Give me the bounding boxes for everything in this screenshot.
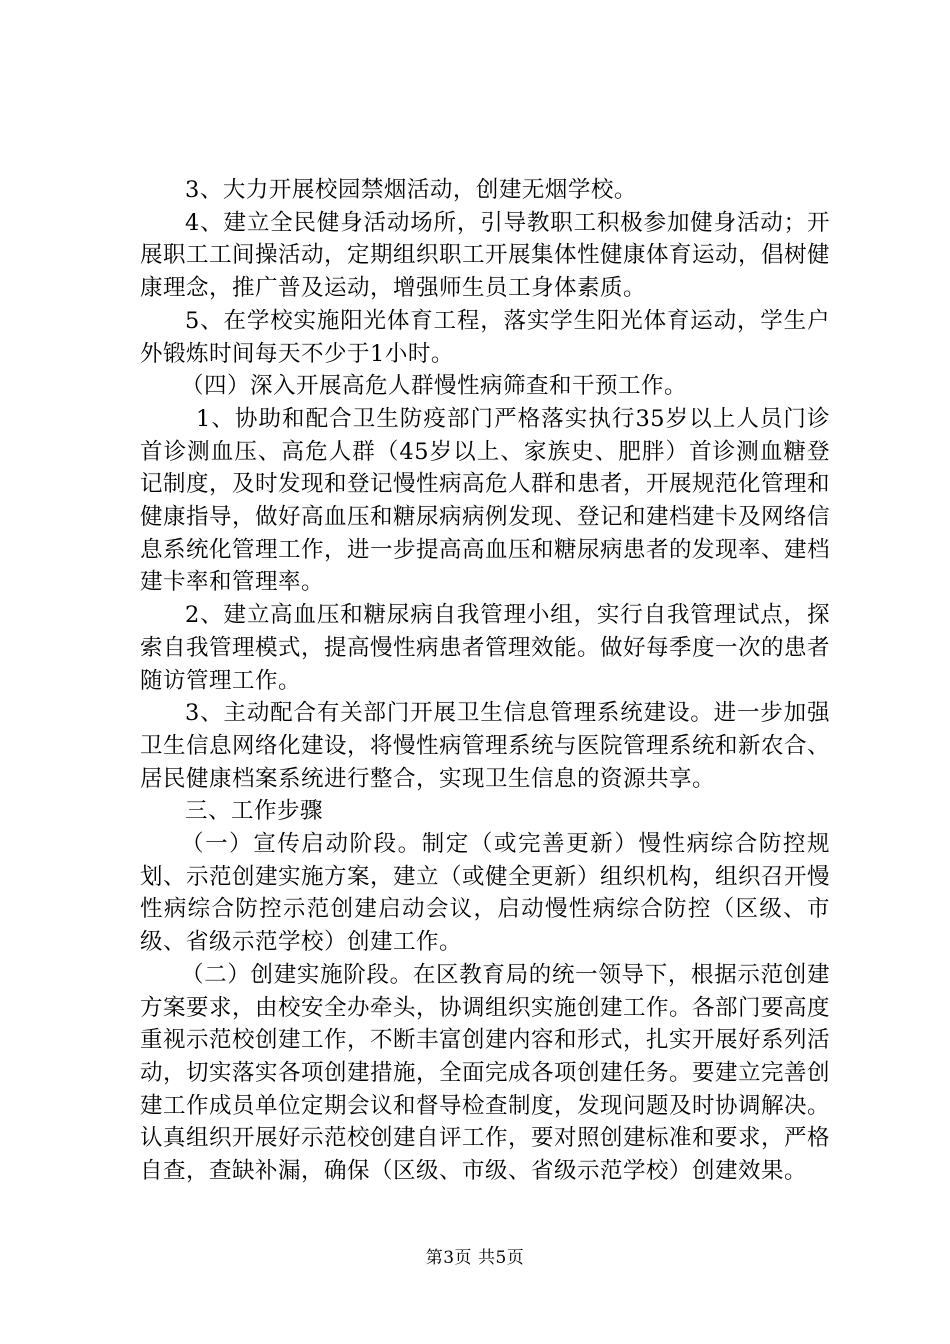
- paragraph: 3、主动配合有关部门开展卫生信息管理系统建设。进一步加强卫生信息网络化建设，将慢性病管理系统与医院管理系统和新农合、居民健康档案系统进行整合，实现卫生信息的资源共享。: [140, 700, 831, 792]
- section-heading: 三、工作步骤: [185, 798, 324, 825]
- paragraph: 5、在学校实施阳光体育工程，落实学生阳光体育运动，学生户外锻炼时间每天不少于1小时。: [140, 307, 830, 367]
- section-heading: （四）深入开展高危人群慢性病筛查和干预工作。: [181, 373, 688, 400]
- paragraph: （二）创建实施阶段。在区教育局的统一领导下，根据示范创建方案要求，由校安全办牵头，协调组织实施创建工作。各部门要高度重视示范校创建工作，不断丰富创建内容和形式，扎实开展好系列活动，切实落实各项创建措施，全面完成各项创建任务。要建立完善创建工作成员单位定期会议和督导检查制度，发现问题及时协调解决。认真组织开展好示范校创建自评工作，要对照创建标准和要求，严格自查，查缺补漏，确保（区级、市级、省级示范学校）创建效果。: [140, 961, 831, 1185]
- paragraph: 1、协助和配合卫生防疫部门严格落实执行35岁以上人员门诊首诊测血压、高危人群（45岁以上、家族史、肥胖）首诊测血糖登记制度，及时发现和登记慢性病高危人群和患者，开展规范化管理和健康指导，做好高血压和糖尿病病例发现、登记和建档建卡及网络信息系统化管理工作，进一步提高高血压和糖尿病患者的发现率、建档建卡率和管理率。: [140, 405, 831, 596]
- paragraph: 3、大力开展校园禁烟活动，创建无烟学校。: [185, 177, 637, 203]
- paragraph: 4、建立全民健身活动场所，引导教职工积极参加健身活动；开展职工工间操活动，定期组织职工开展集体性健康体育运动，倡树健康理念，推广普及运动，增强师生员工身体素质。: [140, 209, 831, 302]
- paragraph: （一）宣传启动阶段。制定（或完善更新）慢性病综合防控规划、示范创建实施方案，建立（或健全更新）组织机构，组织召开慢性病综合防控示范创建启动会议，启动慢性病综合防控（区级、市级、省级示范学校）创建工作。: [140, 831, 831, 956]
- document-body: [140, 174, 830, 1188]
- page-number-footer: 第3页 共5页: [425, 1248, 525, 1268]
- paragraph: 2、建立高血压和糖尿病自我管理小组，实行自我管理试点，探索自我管理模式，提高慢性病患者管理效能。做好每季度一次的患者随访管理工作。: [140, 602, 831, 694]
